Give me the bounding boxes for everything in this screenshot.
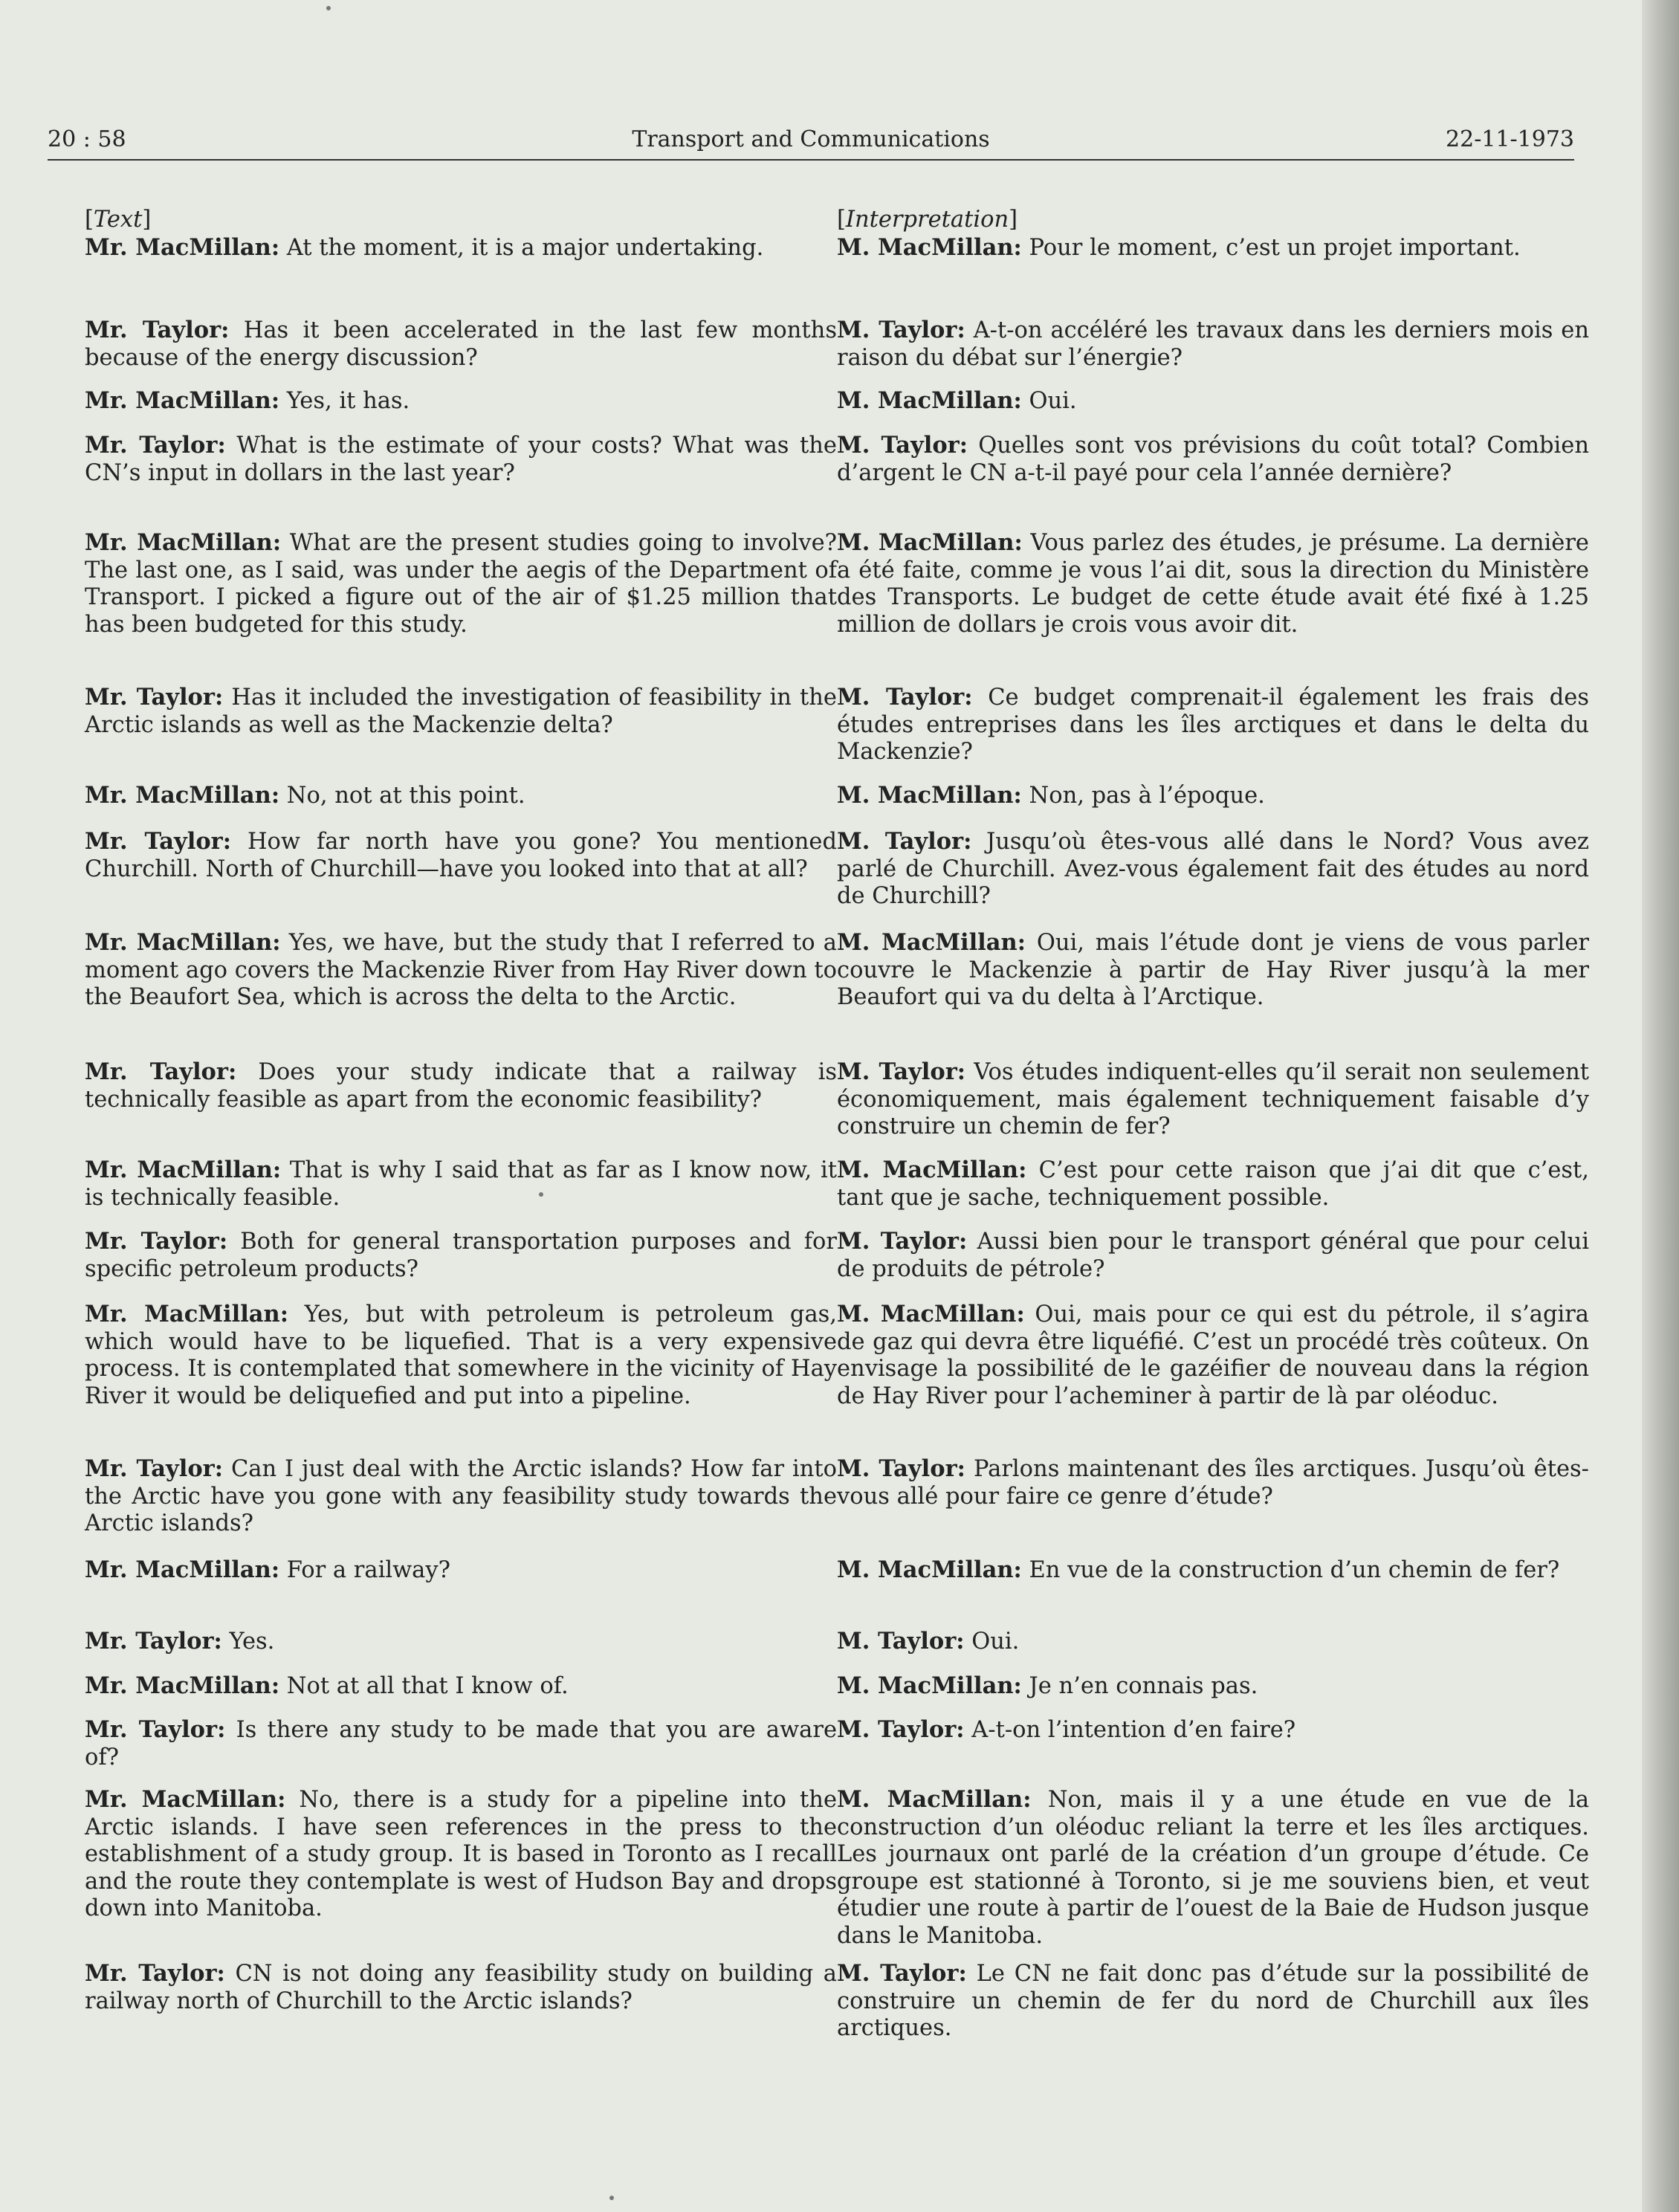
paragraph bbox=[85, 1455, 837, 1538]
speaker: M. Taylor: bbox=[837, 1960, 967, 1987]
speaker: M. MacMillan: bbox=[837, 1157, 1027, 1183]
speaker: M. MacMillan: bbox=[837, 387, 1022, 414]
paragraph bbox=[837, 1157, 1589, 1212]
speaker: M. MacMillan: bbox=[837, 782, 1022, 809]
speech: How far north have you gone? You mentioned Churchill. North of Churchill—have you looked into that at all? bbox=[85, 829, 837, 882]
paragraph bbox=[85, 828, 837, 883]
speech: Non, mais il y a une étude en vue de la construction d’un oléoduc reliant la terre et les îles arctiques. Les journaux ont parlé de la création d’un groupe d’étude. Ce groupe est stationné à Toronto, si je me souviens bien, et veut étudier une route à partir de l’ouest de la Baie de Hudson jusque dans le Manitoba. bbox=[837, 1787, 1590, 1949]
speech: A-t-on l’intention d’en faire? bbox=[971, 1717, 1296, 1743]
speech: Both for general transportation purposes and for specific petroleum products? bbox=[85, 1229, 837, 1282]
speech: Oui, mais pour ce qui est du pétrole, il s’agira de gaz qui devra être liquéfié. C’est un procédé très coûteux. On envisage la possibilité de le gazéifier de nouveau dans la région de Hay River pour l’acheminer à partir de là par oléoduc. bbox=[837, 1301, 1589, 1409]
speech: That is why I said that as far as I know now, it is technically feasible. bbox=[85, 1157, 837, 1211]
paragraph bbox=[837, 929, 1589, 1012]
speaker: Mr. MacMillan: bbox=[85, 1672, 280, 1699]
paragraph bbox=[85, 1716, 837, 1771]
paragraph bbox=[85, 1157, 837, 1212]
paragraph bbox=[837, 1960, 1589, 2043]
speech: Aussi bien pour le transport général que pour celui de produits de pétrole? bbox=[837, 1229, 1589, 1282]
speech: Ce budget comprenait-il également les frais des études entreprises dans les îles arctiques et dans le delta du Mackenzie? bbox=[837, 685, 1589, 765]
speaker: M. Taylor: bbox=[837, 317, 965, 343]
paragraph bbox=[85, 432, 837, 487]
speaker: Mr. MacMillan: bbox=[85, 1786, 286, 1813]
speaker: Mr. MacMillan: bbox=[85, 929, 281, 956]
paragraph bbox=[85, 1556, 837, 1585]
speaker: Mr. Taylor: bbox=[85, 317, 230, 343]
paragraph bbox=[837, 684, 1589, 766]
speech: Is there any study to be made that you are aware of? bbox=[85, 1717, 837, 1770]
speech: Quelles sont vos prévisions du coût total? Combien d’argent le CN a-t-il payé pour cela l’année dernière? bbox=[837, 433, 1589, 486]
speaker: M. Taylor: bbox=[837, 432, 968, 459]
speaker: M. MacMillan: bbox=[837, 1301, 1025, 1327]
speaker: M. MacMillan: bbox=[837, 1786, 1032, 1813]
paragraph bbox=[837, 1556, 1589, 1585]
speaker: M. Taylor: bbox=[837, 1058, 966, 1085]
paragraph bbox=[837, 1786, 1589, 1950]
paragraph bbox=[837, 1628, 1589, 1656]
speaker: M. MacMillan: bbox=[837, 234, 1022, 261]
speech: Has it been accelerated in the last few months because of the energy discussion? bbox=[85, 317, 837, 371]
speaker: Mr. MacMillan: bbox=[85, 782, 280, 809]
speaker: M. Taylor: bbox=[837, 828, 972, 855]
paragraph bbox=[85, 782, 837, 810]
speech: Not at all that I know of. bbox=[286, 1673, 569, 1699]
speech: Has it included the investigation of feasibility in the Arctic islands as well as the Mackenzie delta? bbox=[85, 685, 837, 738]
column-label-text: Interpretation bbox=[845, 207, 1009, 233]
page-date: 22-11-1973 bbox=[1446, 126, 1574, 152]
paragraph bbox=[837, 387, 1589, 415]
speaker: M. MacMillan: bbox=[837, 929, 1026, 956]
speaker: Mr. Taylor: bbox=[85, 432, 226, 459]
paragraph bbox=[837, 1455, 1589, 1510]
speaker: M. MacMillan: bbox=[837, 529, 1023, 556]
speaker: Mr. MacMillan: bbox=[85, 387, 280, 414]
scan-speck bbox=[539, 1192, 543, 1197]
speech: Je n’en connais pas. bbox=[1029, 1673, 1258, 1699]
speech: A-t-on accéléré les travaux dans les derniers mois en raison du débat sur l’énergie? bbox=[837, 317, 1589, 371]
paragraph bbox=[837, 782, 1589, 810]
paragraph bbox=[837, 828, 1589, 911]
speaker: Mr. Taylor: bbox=[85, 1228, 228, 1255]
header-rule bbox=[48, 159, 1574, 161]
running-title: Transport and Communications bbox=[632, 126, 990, 152]
speaker: Mr. Taylor: bbox=[85, 1628, 222, 1655]
speaker: Mr. Taylor: bbox=[85, 828, 232, 855]
speaker: M. MacMillan: bbox=[837, 1556, 1022, 1583]
speech: Non, pas à l’époque. bbox=[1029, 783, 1265, 809]
speech: Parlons maintenant des îles arctiques. Jusqu’où êtes-vous allé pour faire ce genre d’étude? bbox=[837, 1456, 1589, 1510]
column-label: [Text] bbox=[85, 207, 152, 233]
speech: Does your study indicate that a railway is technically feasible as apart from the economic feasibility? bbox=[85, 1059, 837, 1113]
speaker: Mr. MacMillan: bbox=[85, 529, 282, 556]
speech: Oui. bbox=[1029, 388, 1077, 414]
speaker: Mr. Taylor: bbox=[85, 684, 224, 711]
scan-speck bbox=[609, 2196, 614, 2200]
speech: At the moment, it is a major undertaking. bbox=[286, 235, 764, 261]
speaker: Mr. Taylor: bbox=[85, 1960, 225, 1987]
speech: Yes, we have, but the study that I referred to a moment ago covers the Mackenzie River from Hay River down to the Beaufort Sea, which is across the delta to the Arctic. bbox=[85, 930, 837, 1010]
speech: Vos études indiquent-elles qu’il serait non seulement économiquement, mais également techniquement faisable d’y construire un chemin de fer? bbox=[837, 1059, 1589, 1139]
speech: Pour le moment, c’est un projet important. bbox=[1029, 235, 1521, 261]
paragraph bbox=[837, 529, 1589, 638]
speech: Le CN ne fait donc pas d’étude sur la possibilité de construire un chemin de fer du nord de Churchill aux îles arctiques. bbox=[837, 1961, 1589, 2041]
scan-page-edge bbox=[1642, 0, 1679, 2212]
paragraph bbox=[85, 684, 837, 739]
speaker: Mr. MacMillan: bbox=[85, 1301, 288, 1327]
speech: What are the present studies going to involve? The last one, as I said, was under the aegis of the Department of Transport. I picked a figure out of the air of $1.25 million that has been budgeted for this study. bbox=[85, 530, 837, 638]
speech: Yes, it has. bbox=[286, 388, 410, 414]
speech: What is the estimate of your costs? What was the CN’s input in dollars in the last year? bbox=[85, 433, 837, 486]
speech: For a railway? bbox=[286, 1557, 450, 1583]
speaker: M. Taylor: bbox=[837, 1455, 965, 1482]
column-label: [Interpretation] bbox=[837, 207, 1018, 233]
scan-speck bbox=[326, 6, 331, 10]
page-number: 20 : 58 bbox=[48, 126, 126, 152]
speaker: M. Taylor: bbox=[837, 1228, 968, 1255]
speaker: M. Taylor: bbox=[837, 1716, 965, 1743]
paragraph bbox=[85, 1228, 837, 1283]
speaker: Mr. Taylor: bbox=[85, 1716, 226, 1743]
paragraph bbox=[85, 234, 837, 262]
paragraph bbox=[837, 1672, 1589, 1701]
speech: CN is not doing any feasibility study on building a railway north of Churchill to the Arctic islands? bbox=[85, 1961, 837, 2014]
paragraph bbox=[85, 929, 837, 1012]
paragraph bbox=[837, 234, 1589, 262]
paragraph bbox=[837, 1228, 1589, 1283]
paragraph bbox=[837, 432, 1589, 487]
paragraph bbox=[85, 1960, 837, 2015]
speech: Oui. bbox=[971, 1629, 1020, 1655]
paragraph bbox=[837, 317, 1589, 372]
speech: En vue de la construction d’un chemin de fer? bbox=[1029, 1557, 1560, 1583]
paragraph bbox=[837, 1058, 1589, 1141]
speaker: Mr. MacMillan: bbox=[85, 1157, 282, 1183]
speech: No, there is a study for a pipeline into the Arctic islands. I have seen references in the press to the establishment of a study group. It is based in Toronto as I recall and the route they contemplate is west of Hudson Bay and drops down into Manitoba. bbox=[85, 1787, 837, 1921]
paragraph bbox=[85, 1301, 837, 1410]
paragraph bbox=[85, 1058, 837, 1113]
speaker: M. Taylor: bbox=[837, 684, 973, 711]
speech: Yes. bbox=[229, 1629, 275, 1655]
speech: Yes, but with petroleum is petroleum gas, which would have to be liquefied. That is a very expensive process. It is contemplated that somewhere in the vicinity of Hay River it would be deliquefied and put into a pipeline. bbox=[85, 1301, 837, 1409]
paragraph bbox=[85, 1672, 837, 1701]
speech: Oui, mais l’étude dont je viens de vous parler couvre le Mackenzie à partir de Hay River jusqu’à la mer Beaufort qui va du delta à l’Arctique. bbox=[837, 930, 1589, 1010]
column-label-text: Text bbox=[93, 207, 143, 233]
paragraph bbox=[837, 1301, 1589, 1410]
speaker: M. Taylor: bbox=[837, 1628, 965, 1655]
speech: No, not at this point. bbox=[286, 783, 525, 809]
speech: Jusqu’où êtes-vous allé dans le Nord? Vous avez parlé de Churchill. Avez-vous également fait des études au nord de Churchill? bbox=[837, 829, 1589, 909]
paragraph bbox=[85, 529, 837, 638]
speech: Vous parlez des études, je présume. La dernière a été faite, comme je vous l’ai dit, sous la direction du Ministère des Transports. Le budget de cette étude avait été fixé à 1.25 million de dollars je crois vous avoir dit. bbox=[837, 530, 1589, 638]
paragraph bbox=[85, 387, 837, 415]
paragraph bbox=[837, 1716, 1589, 1744]
speaker: M. MacMillan: bbox=[837, 1672, 1022, 1699]
paragraph bbox=[85, 1628, 837, 1656]
speech: Can I just deal with the Arctic islands? How far into the Arctic have you gone with any feasibility study towards the Arctic islands? bbox=[85, 1456, 837, 1536]
speech: C’est pour cette raison que j’ai dit que c’est, tant que je sache, techniquement possible. bbox=[837, 1157, 1589, 1211]
speaker: Mr. Taylor: bbox=[85, 1058, 237, 1085]
page-header bbox=[48, 123, 1574, 161]
speaker: Mr. MacMillan: bbox=[85, 234, 280, 261]
speaker: Mr. MacMillan: bbox=[85, 1556, 280, 1583]
paragraph bbox=[85, 1786, 837, 1923]
speaker: Mr. Taylor: bbox=[85, 1455, 224, 1482]
paragraph bbox=[85, 317, 837, 372]
